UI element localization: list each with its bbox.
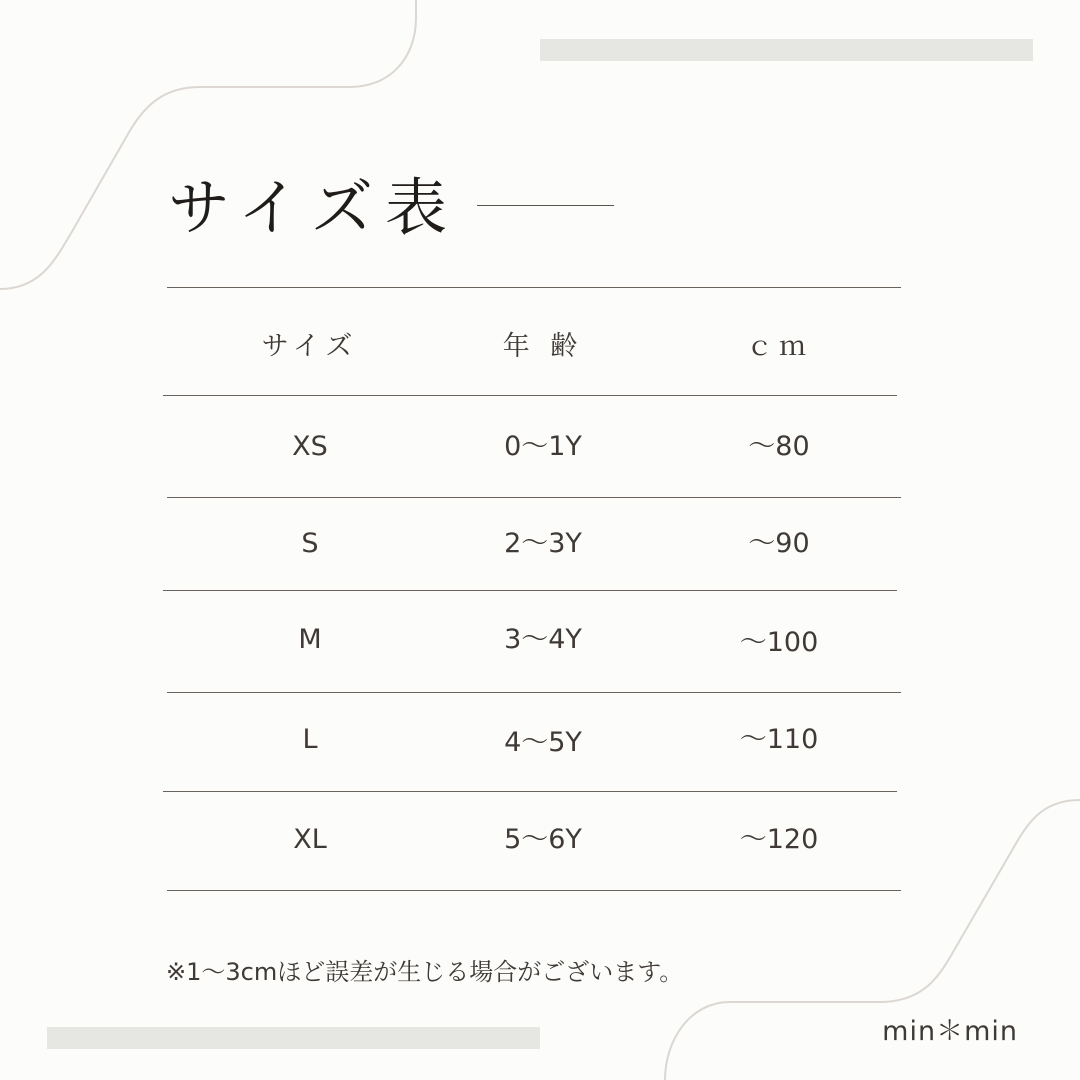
table-rule-bottom (167, 890, 901, 891)
size-disclaimer-note: ※1〜3cmほど誤差が生じる場合がございます。 (166, 958, 684, 986)
title-underline (477, 205, 614, 206)
cell-cm: 〜110 (739, 724, 819, 755)
table-rule-header (163, 395, 897, 396)
header-size: サイズ (261, 331, 359, 362)
cell-cm: 〜100 (739, 627, 819, 658)
cell-size: XL (293, 824, 327, 855)
cell-age: 2〜3Y (504, 528, 582, 559)
cell-cm: 〜80 (748, 431, 810, 462)
cell-age: 0〜1Y (504, 431, 582, 462)
table-rule-row (163, 791, 897, 792)
cell-size: S (301, 528, 319, 559)
table-rule-row (167, 692, 901, 693)
cell-cm: 〜90 (748, 528, 810, 559)
bottom-decorative-bar (47, 1027, 540, 1049)
cell-age: 5〜6Y (504, 824, 582, 855)
brand-name: min＊min (882, 1016, 1018, 1047)
table-rule-top (167, 287, 901, 288)
table-rule-row (163, 590, 897, 591)
page-title: サイズ表 (168, 171, 460, 244)
cell-age: 3〜4Y (504, 624, 582, 655)
cell-size: L (302, 724, 318, 755)
top-decorative-bar (540, 39, 1033, 61)
cell-size: M (298, 624, 322, 655)
cell-size: XS (292, 431, 328, 462)
table-rule-row (167, 497, 901, 498)
cell-age: 4〜5Y (504, 727, 582, 758)
header-age: 年 齢 (502, 331, 584, 362)
cell-cm: 〜120 (739, 824, 819, 855)
header-cm: ｃｍ (746, 331, 812, 362)
